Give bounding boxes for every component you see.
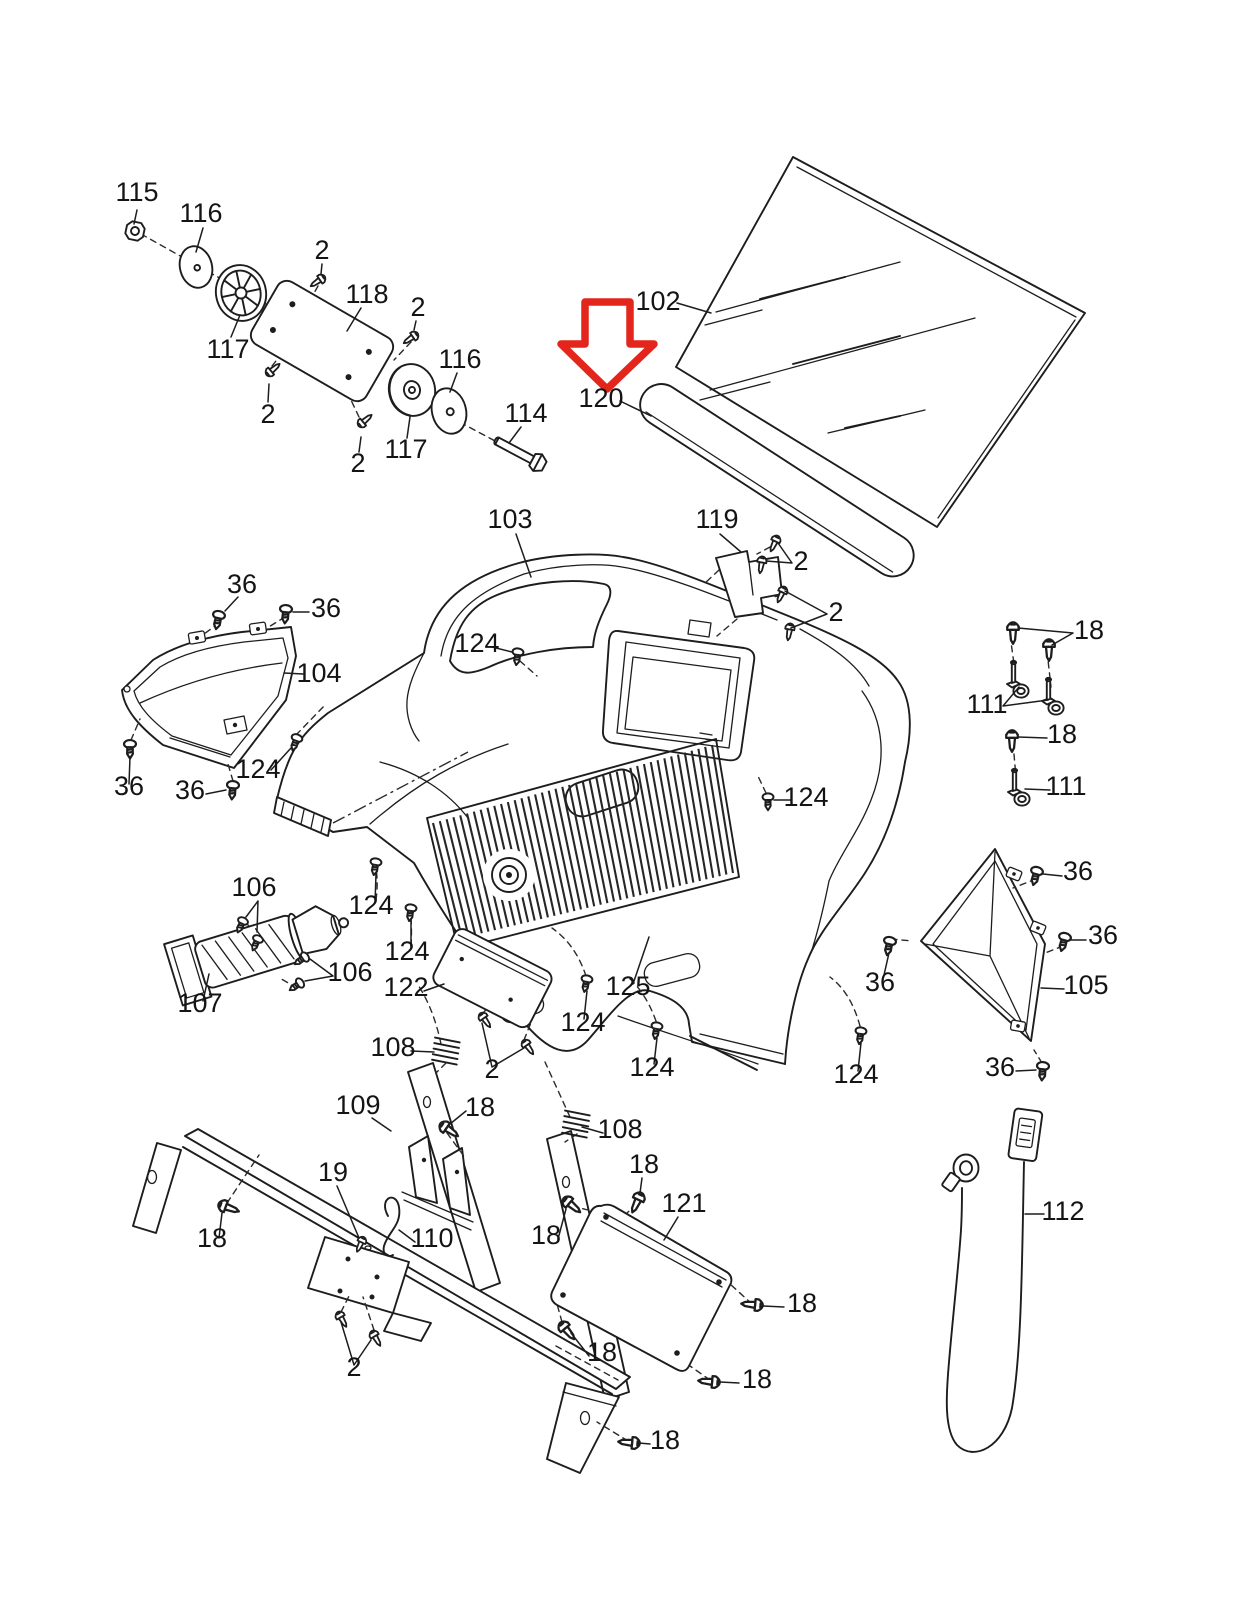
grille-hatch [433,745,733,938]
foot-post [547,1383,619,1473]
access-panel-122 [430,926,554,1057]
part-callout: 2 [346,1352,362,1382]
part-callout: 124 [560,1007,606,1037]
part-callout: 103 [487,504,533,534]
part-callout: 102 [635,286,681,316]
part-callout: 18 [628,1149,660,1179]
part-callout: 36 [984,1052,1016,1082]
part-callout: 124 [235,754,281,784]
left-tray-104 [122,605,326,800]
part-callout: 112 [1041,1196,1085,1226]
part-callout: 120 [578,383,624,413]
part-callout: 119 [695,504,739,534]
part-callout: 36 [1062,856,1094,886]
right-tray-105 [881,849,1072,1081]
part-callout: 2 [484,1054,500,1084]
part-callout: 2 [350,448,366,478]
part-callout: 121 [661,1188,707,1218]
part-callout: 36 [174,775,206,805]
part-callout: 107 [177,988,223,1018]
part-callout: 118 [345,279,389,309]
part-callout: 124 [833,1059,879,1089]
hex-bolt-114 [491,432,549,475]
part-callout: 36 [1087,920,1119,950]
part-callout: 110 [410,1223,454,1253]
part-callout: 109 [335,1090,381,1120]
part-callout: 115 [115,177,159,207]
part-callout: 116 [438,344,482,374]
part-callout: 2 [314,235,330,265]
part-callout: 117 [384,434,428,464]
part-callout: 111 [966,689,1008,719]
console-103 [274,555,910,1070]
part-callout: 36 [113,771,145,801]
part-callout: 19 [317,1157,349,1187]
part-callout: 125 [605,971,651,1001]
part-callout: 18 [649,1425,681,1455]
part-callout: 36 [226,569,258,599]
part-callout: 124 [348,890,394,920]
part-callout: 108 [597,1114,643,1144]
part-callout: 18 [741,1364,773,1394]
fan-axle-assembly [124,220,548,474]
part-callout: 36 [310,593,342,623]
part-callout: 36 [864,967,896,997]
part-callout: 104 [296,658,342,688]
part-callout: 105 [1063,970,1109,1000]
part-callout: 108 [370,1032,416,1062]
part-callout: 116 [179,198,223,228]
part-callout: 2 [793,546,809,576]
screw-2 [264,360,283,378]
part-callout: 111 [1045,771,1087,801]
part-callout: 124 [454,628,500,658]
part-callout: 18 [586,1337,618,1367]
part-callout: 124 [384,936,430,966]
part-callout: 117 [206,334,250,364]
screw-2 [401,330,420,347]
part-callout: 124 [629,1052,675,1082]
part-callout: 106 [327,957,373,987]
part-callout: 106 [231,872,277,902]
part-callout: 124 [783,782,829,812]
part-callout: 2 [260,399,276,429]
part-callout: 122 [383,972,429,1002]
nut-115 [124,220,145,241]
part-callout: 2 [828,597,844,627]
part-callout: 18 [196,1223,228,1253]
part-callout: 18 [786,1288,818,1318]
part-callout: 18 [1073,615,1105,645]
part-callout: 2 [410,292,426,322]
part-callout: 18 [530,1220,562,1250]
safety-key-112 [941,1108,1042,1452]
part-callout: 18 [1046,719,1078,749]
part-callout: 114 [504,398,548,428]
part-callout: 18 [464,1092,496,1122]
trim-bar-120 [632,376,922,584]
